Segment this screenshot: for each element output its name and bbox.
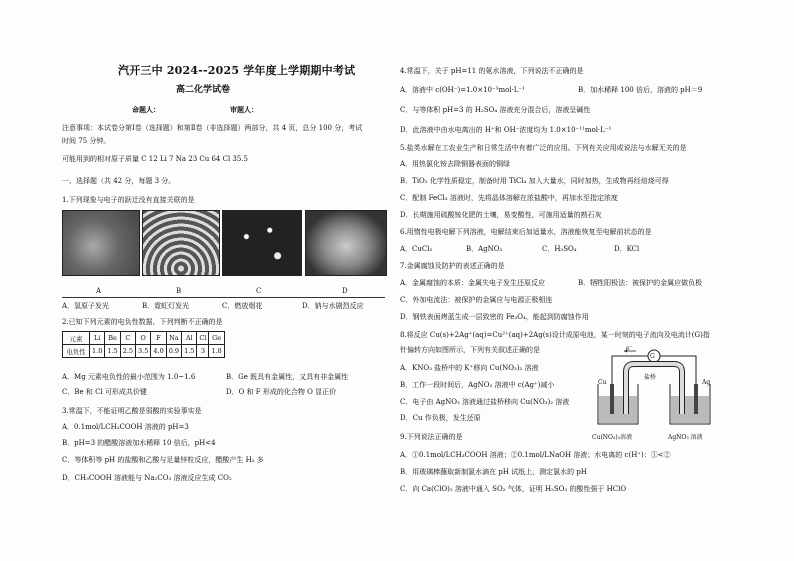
meter-label: G xyxy=(650,353,655,360)
q1-option-b: B．霓虹灯发光 xyxy=(142,302,190,310)
exam-title: 汽开三中 2024--2025 学年度上学期期中考试 xyxy=(118,64,356,77)
ag-label: Ag xyxy=(702,379,711,386)
q1-letter-c: C xyxy=(256,287,262,295)
q6-option-c: C．H₂SO₄ xyxy=(542,245,577,253)
ag-electrode xyxy=(694,384,698,414)
q2-option-d: D．O 和 F 形成的化合物 O 显正价 xyxy=(226,388,337,396)
q7-option-c: C．外加电流法：被保护的金属应与电源正极相连 xyxy=(400,296,553,304)
q1-image-a xyxy=(62,210,140,276)
q5-option-c: C．配制 FeCl₃ 溶液时，先将晶体溶解在浓盐酸中，再加水至指定浓度 xyxy=(400,194,618,202)
exam-subtitle: 高二化学试卷 xyxy=(176,85,231,95)
q3-stem: 3.常温下，不能证明乙酸是弱酸的实验事实是 xyxy=(62,407,202,415)
q1-letter-d: D xyxy=(342,287,348,295)
q3-option-a: A．0.1mol/LCH₃COOH 溶液的 pH=3 xyxy=(62,423,189,431)
author-label: 命题人： xyxy=(132,105,160,114)
table-cell: O xyxy=(136,332,151,345)
table-cell: Cl xyxy=(197,332,209,345)
q8-option-d: D．Cu 作负极，发生还原 xyxy=(400,414,481,422)
q9-stem: 9.下列说法正确的是 xyxy=(400,433,463,441)
q6-option-a: A．CuCl₂ xyxy=(400,245,433,253)
q7-option-a: A．金属腐蚀的本质：金属失电子发生还原反应 xyxy=(400,279,546,287)
q1-option-d: D．钠与水剧烈反应 xyxy=(302,302,364,310)
q1-letter-b: B xyxy=(176,287,182,295)
q4-option-d: D．此溶液中由水电离出的 H⁺和 OH⁻浓度均为 1.0×10⁻¹¹mol·L⁻¹ xyxy=(400,126,612,134)
q8-stem-line1: 8.将反应 Cu(s)+2Ag⁺(aq)=Cu²⁺(aq)+2Ag(s)设计成原电池，某一时刻的电子流向及电流计(G)指 xyxy=(400,331,710,339)
q4-option-a: A．溶液中 c(OH⁻)=1.0×10⁻³mol·L⁻¹ xyxy=(400,86,525,94)
table-cell: Li xyxy=(90,332,105,345)
instructions-line2: 时间 75 分钟。 xyxy=(62,137,111,145)
cu-label: Cu xyxy=(598,379,607,386)
q1-divider xyxy=(62,297,385,298)
table-cell: 1.0 xyxy=(90,345,105,358)
q2-stem: 2.已知下列元素的电负性数据，下列判断不正确的是 xyxy=(62,318,223,326)
q1-image-c xyxy=(222,210,302,276)
q7-option-d: D．钢铁表面烤蓝生成一层致密的 Fe₃O₄，能起到防腐蚀作用 xyxy=(400,313,589,321)
section-heading: 一、选择题（共 42 分，每题 3 分。 xyxy=(62,177,176,185)
reviewer-label: 审题人： xyxy=(230,105,258,114)
q5-option-b: B．TiO₂ 化学性质稳定，制备时用 TiCl₄ 加入大量水，同时加热，生成物再经焙烧可得 xyxy=(400,177,669,185)
q1-stem: 1.下列现象与电子的跃迁没有直接关联的是 xyxy=(62,196,195,204)
table-cell: Al xyxy=(182,332,197,345)
electron-label: e⁻ xyxy=(626,345,633,352)
instructions-line1: 注意事项：本试卷分第Ⅰ卷（选择题）和第Ⅱ卷（非选择题）两部分，共 4 页，总分 100 分，考试 xyxy=(62,124,363,132)
table-cell: 电负性 xyxy=(63,345,90,358)
q4-option-c: C．与等体积 pH=3 的 H₂SO₄ 溶液充分混合后，溶液呈碱性 xyxy=(400,106,591,114)
q7-option-b: B．牺牲阳极法：被保护的金属应做负极 xyxy=(578,279,703,287)
table-cell: 1.5 xyxy=(182,345,197,358)
q3-option-d: D．CH₃COOH 溶液能与 Na₂CO₃ 溶液反应生成 CO₂ xyxy=(62,474,232,482)
q8-option-c: C．电子由 AgNO₃ 溶液通过盐桥移向 Cu(NO₃)₂ 溶液 xyxy=(400,398,570,406)
salt-bridge-label: 盐桥 xyxy=(644,374,657,381)
q4-option-b: B．加水稀释 100 倍后，溶液的 pH＝9 xyxy=(578,86,703,94)
table-header-row xyxy=(63,332,225,345)
q2-option-b: B．Ge 既具有金属性，又具有非金属性 xyxy=(226,373,349,381)
q4-stem: 4.常温下，关于 pH=11 的氨水溶液，下列说法不正确的是 xyxy=(400,67,584,75)
right-solution-fill xyxy=(671,396,709,423)
table-cell: 1.5 xyxy=(105,345,120,358)
q2-option-a: A．Mg 元素电负性的最小范围为 1.0~1.6 xyxy=(62,373,196,381)
table-cell: Be xyxy=(105,332,120,345)
table-row xyxy=(63,345,225,358)
q6-option-b: B．AgNO₃ xyxy=(466,245,503,253)
table-cell: 4.0 xyxy=(151,345,166,358)
q6-stem: 6.用惰性电极电解下列溶液，电解结束后加适量水，溶液能恢复至电解前状态的是 xyxy=(400,228,652,236)
q5-option-a: A．用热氯化铵去除铜器表面的铜绿 xyxy=(400,160,511,168)
right-solution-label: AgNO₃ 溶液 xyxy=(668,434,703,441)
q1-image-b xyxy=(142,210,220,276)
cu-electrode xyxy=(610,384,614,414)
q9-option-c: C．向 Ca(ClO)₂ 溶液中通入 SO₂ 气体，证明 H₂SO₃ 的酸性强于 HClO xyxy=(400,485,627,493)
q8-option-a: A．KNO₃ 盐桥中的 K⁺移向 Cu(NO₃)₂ 溶液 xyxy=(400,364,539,372)
q8-stem-line2: 针偏转方向如图所示，下列有关叙述正确的是 xyxy=(400,346,540,354)
q5-stem: 5.盐类水解在工农业生产和日常生活中有着广泛的应用。下列有关应用或说法与水解无关的是 xyxy=(400,144,687,152)
q8-option-b: B．工作一段时间后，AgNO₃ 溶液中 c(Ag⁺)减小 xyxy=(400,381,555,389)
q1-option-a: A．氢原子发光 xyxy=(62,302,110,310)
table-cell: C xyxy=(120,332,135,345)
table-cell: 3 xyxy=(197,345,209,358)
q9-option-b: B．用玻璃棒蘸取新制氯水滴在 pH 试纸上，测定氯水的 pH xyxy=(400,468,587,476)
table-cell: 2.5 xyxy=(120,345,135,358)
q7-stem: 7.金属腐蚀及防护的表述正确的是 xyxy=(400,262,505,270)
table-cell: 元素 xyxy=(63,332,90,345)
table-cell: 3.5 xyxy=(136,345,151,358)
table-cell: 0.9 xyxy=(166,345,181,358)
table-cell: 1.8 xyxy=(209,345,224,358)
q1-letter-a: A xyxy=(96,287,102,295)
q6-option-d: D．KCl xyxy=(614,245,640,253)
table-cell: F xyxy=(151,332,166,345)
atomic-masses: 可能用到的相对原子质量 C 12 Li 7 Na 23 Cu 64 Cl 35.5 xyxy=(62,155,249,163)
q1-option-c: C．燃放烟花 xyxy=(222,302,263,310)
q3-option-b: B．pH=3 的醋酸溶液加水稀释 10 倍后，pH<4 xyxy=(62,439,216,447)
q3-option-c: C．等体积等 pH 的盐酸和乙酸与足量锌粒反应，醋酸产生 H₂ 多 xyxy=(62,456,264,464)
left-solution-label: Cu(NO₃)₂溶液 xyxy=(592,434,633,441)
q5-option-d: D．长期施用硫酸铵化肥的土壤，易变酸性，可施用适量的熟石灰 xyxy=(400,211,602,219)
q1-image-d xyxy=(305,210,387,276)
q9-option-a: A．①0.1mol/LCH₃COOH 溶液；②0.1mol/LNaOH 溶液；水电离的 c(H⁺)：①<② xyxy=(400,451,671,459)
table-cell: Na xyxy=(166,332,181,345)
table-cell: Ge xyxy=(209,332,224,345)
q2-option-c: C．Be 和 Cl 可形成共价键 xyxy=(62,388,147,396)
electronegativity-table xyxy=(62,331,225,358)
left-solution-fill xyxy=(599,396,637,423)
